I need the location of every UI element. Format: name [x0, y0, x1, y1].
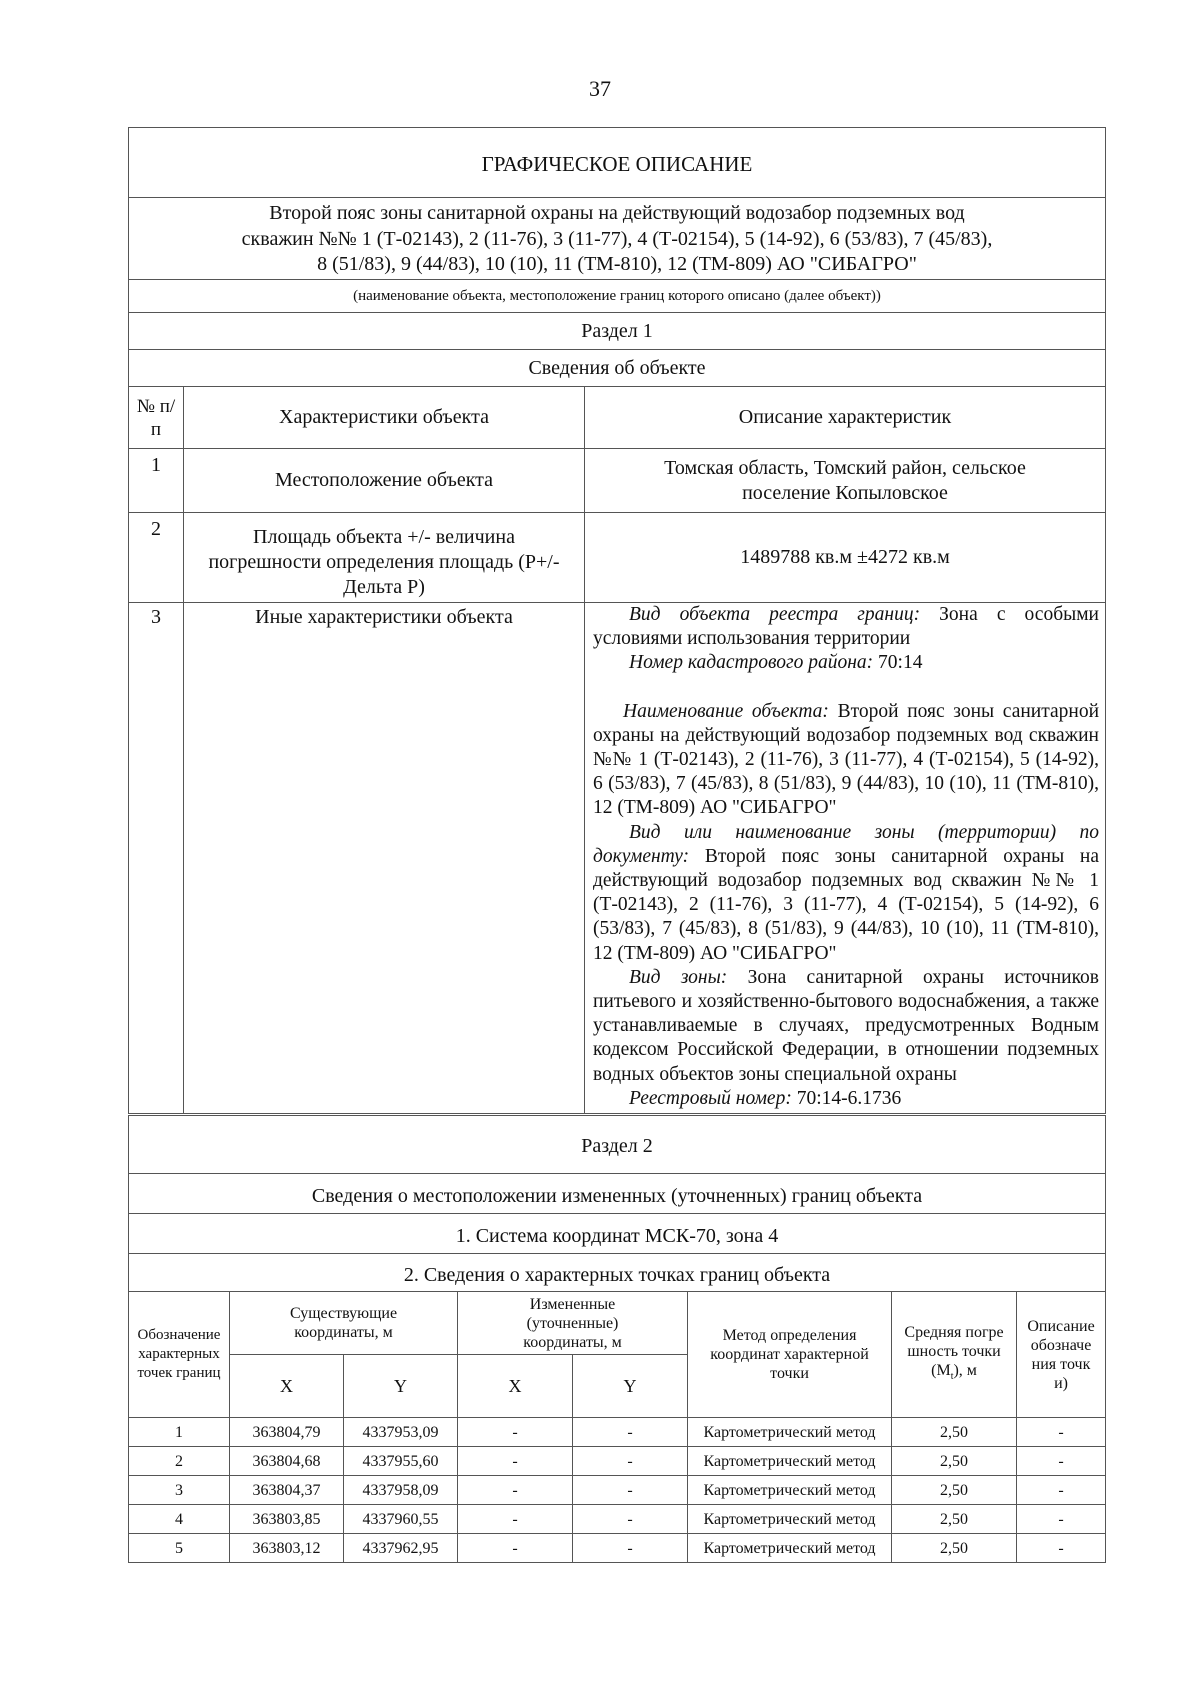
points-table-wrap	[129, 1291, 1105, 1563]
point-description: -	[1017, 1418, 1106, 1447]
header-num: № п/п	[129, 387, 184, 449]
object-name-line: 8 (51/83), 9 (44/83), 10 (10), 11 (ТМ-810), 12 (ТМ-809) АО "СИБАГРО"	[317, 253, 917, 275]
point-x: 363803,85	[230, 1505, 344, 1534]
point-error: 2,50	[892, 1534, 1017, 1563]
header-error	[892, 1292, 1017, 1418]
object-name-line: Второй пояс зоны санитарной охраны на действующий водозабор подземных вод	[269, 202, 965, 224]
point-number: 1	[129, 1418, 230, 1447]
zone-type-value: Зона санитарной охраны источников питьевого и хозяйственно-бытового водоснабжения, а также устанавливаемые в случаях, предусмотренных Водным кодексом Российской Федерации, в отношении подземных водных объектов зоны специальной охраны	[593, 966, 1100, 1085]
section1-title: Раздел 1	[581, 319, 653, 342]
object-name-line: скважин №№ 1 (Т-02143), 2 (11-76), 3 (11-77), 4 (Т-02154), 5 (14-92), 6 (53/83), 7 (45/83),	[241, 227, 993, 250]
point-number: 5	[129, 1534, 230, 1563]
page-number: 37	[589, 76, 611, 101]
section1-title-row	[129, 313, 1105, 350]
header-error-sub: t	[950, 1371, 954, 1383]
section2-frame	[128, 1115, 1106, 1563]
coord-system: 1. Система координат МСК-70, зона 4	[455, 1225, 779, 1247]
header-y-changed: Y	[573, 1355, 688, 1418]
point-method: Картометрический метод	[688, 1418, 892, 1447]
point-y: 4337960,55	[344, 1505, 458, 1534]
point-number: 3	[129, 1476, 230, 1505]
point-description: -	[1017, 1447, 1106, 1476]
point-new-x: -	[458, 1418, 573, 1447]
section1-subtitle-row	[129, 350, 1105, 387]
point-method: Картометрический метод	[688, 1534, 892, 1563]
points-table	[128, 1291, 1106, 1563]
point-new-y: -	[573, 1505, 688, 1534]
section1-row-3	[129, 603, 1106, 1114]
point-error: 2,50	[892, 1476, 1017, 1505]
section2-title-row	[129, 1116, 1105, 1174]
points-title: 2. Сведения о характерных точках границ объекта	[403, 1264, 831, 1286]
row-desc: 1489788 кв.м ±4272 кв.м	[585, 513, 1106, 603]
header-x-changed: X	[458, 1355, 573, 1418]
section1-frame	[128, 127, 1106, 1114]
point-new-y: -	[573, 1447, 688, 1476]
point-row	[129, 1505, 1106, 1534]
zone-doc-label: Вид или наименование зоны (территории) по документу:	[593, 821, 1099, 867]
zone-type-label: Вид зоны:	[629, 966, 728, 988]
header-error-prefix: Средняя погрешность точки (M	[904, 1323, 1004, 1379]
point-new-x: -	[458, 1447, 573, 1476]
header-char: Характеристики объекта	[184, 387, 585, 449]
doc-title-row	[129, 128, 1105, 198]
section2-subtitle-row	[129, 1174, 1105, 1214]
section2-title: Раздел 2	[581, 1135, 653, 1157]
point-new-x: -	[458, 1476, 573, 1505]
reg-number-value: 70:14-6.1736	[796, 1087, 902, 1109]
row-desc: Томская область, Томский район, сельское поселение Копыловское	[585, 449, 1106, 513]
header-designation: Обозначение характерных точек границ	[129, 1292, 230, 1418]
point-new-x: -	[458, 1534, 573, 1563]
point-method: Картометрический метод	[688, 1447, 892, 1476]
point-y: 4337953,09	[344, 1418, 458, 1447]
point-x: 363803,12	[230, 1534, 344, 1563]
zone-doc-value: Второй пояс зоны санитарной охраны на действующий водозабор подземных вод скважин №№ 1 (Т-02143), 2 (11-76), 3 (11-77), 4 (Т-02154), 5 (14-92), 6 (53/83), 7 (45/83), 8 (51/83), 9 (44/83), 10 (10), 11 (ТМ-810), 12 (ТМ-809) АО "СИБАГРО"	[593, 845, 1099, 964]
section1-row-2	[129, 513, 1106, 603]
row-num: 1	[129, 449, 184, 513]
point-new-y: -	[573, 1418, 688, 1447]
header-error-suffix: ), м	[953, 1361, 977, 1379]
point-row	[129, 1476, 1106, 1505]
header-existing: Существующие координаты, м	[230, 1292, 458, 1355]
row-num: 3	[129, 603, 184, 1114]
header-x-existing: X	[230, 1355, 344, 1418]
point-error: 2,50	[892, 1447, 1017, 1476]
point-y: 4337962,95	[344, 1534, 458, 1563]
object-name-label: Наименование объекта:	[623, 700, 829, 722]
cadastral-label: Номер кадастрового района:	[629, 652, 874, 674]
doc-title: ГРАФИЧЕСКОЕ ОПИСАНИЕ	[481, 152, 753, 176]
section1-header-row	[129, 387, 1106, 449]
header-y-existing: Y	[344, 1355, 458, 1418]
point-method: Картометрический метод	[688, 1505, 892, 1534]
point-description: -	[1017, 1534, 1106, 1563]
registry-type-value: Зона с особыми условиями использования территории	[593, 604, 1099, 650]
points-title-row	[129, 1254, 1105, 1292]
section2-subtitle: Сведения о местоположении измененных (уточненных) границ объекта	[311, 1185, 923, 1207]
header-method: Метод определения координат характерной точки	[688, 1292, 892, 1418]
section1-table	[128, 386, 1106, 1114]
section1-table-wrap	[129, 386, 1105, 1114]
registry-type-label: Вид объекта реестра границ:	[629, 604, 921, 625]
object-name-value: Второй пояс зоны санитарной охраны на действующий водозабор подземных вод скважин №№ 1 (Т-02143), 2 (11-76), 3 (11-77), 4 (Т-02154), 5 (14-92), 6 (53/83), 7 (45/83), 8 (51/83), 9 (44/83), 10 (10), 11 (ТМ-810), 12 (ТМ-809) АО "СИБАГРО"	[593, 700, 1100, 819]
point-row	[129, 1447, 1106, 1476]
header-desc: Описание характеристик	[585, 387, 1106, 449]
row-char: Местоположение объекта	[184, 449, 585, 513]
object-caption-row	[129, 280, 1105, 313]
point-x: 363804,79	[230, 1418, 344, 1447]
point-error: 2,50	[892, 1505, 1017, 1534]
point-row	[129, 1534, 1106, 1563]
point-row	[129, 1418, 1106, 1447]
point-x: 363804,37	[230, 1476, 344, 1505]
other-characteristics	[585, 603, 1106, 1114]
object-name-row	[129, 198, 1105, 280]
header-changed: Измененные (уточненные) координаты, м	[458, 1292, 688, 1355]
row-char: Иные характеристики объекта	[184, 603, 585, 1114]
point-new-y: -	[573, 1476, 688, 1505]
point-x: 363804,68	[230, 1447, 344, 1476]
coord-system-row	[129, 1214, 1105, 1254]
point-method: Картометрический метод	[688, 1476, 892, 1505]
header-description: Описание обозначения точки)	[1017, 1292, 1106, 1418]
section1-row-1	[129, 449, 1106, 513]
point-number: 4	[129, 1505, 230, 1534]
cadastral-value: 70:14	[878, 652, 923, 674]
object-caption: (наименование объекта, местоположение границ которого описано (далее объект))	[353, 287, 881, 304]
point-new-y: -	[573, 1534, 688, 1563]
point-y: 4337958,09	[344, 1476, 458, 1505]
point-number: 2	[129, 1447, 230, 1476]
points-header-row-1	[129, 1292, 1106, 1355]
point-new-x: -	[458, 1505, 573, 1534]
row-num: 2	[129, 513, 184, 603]
point-description: -	[1017, 1476, 1106, 1505]
point-y: 4337955,60	[344, 1447, 458, 1476]
reg-number-label: Реестровый номер:	[629, 1087, 792, 1109]
point-description: -	[1017, 1505, 1106, 1534]
section1-subtitle: Сведения об объекте	[528, 356, 706, 379]
row-char: Площадь объекта +/- величина погрешности определения площадь (P+/- Дельта P)	[184, 513, 585, 603]
point-error: 2,50	[892, 1418, 1017, 1447]
